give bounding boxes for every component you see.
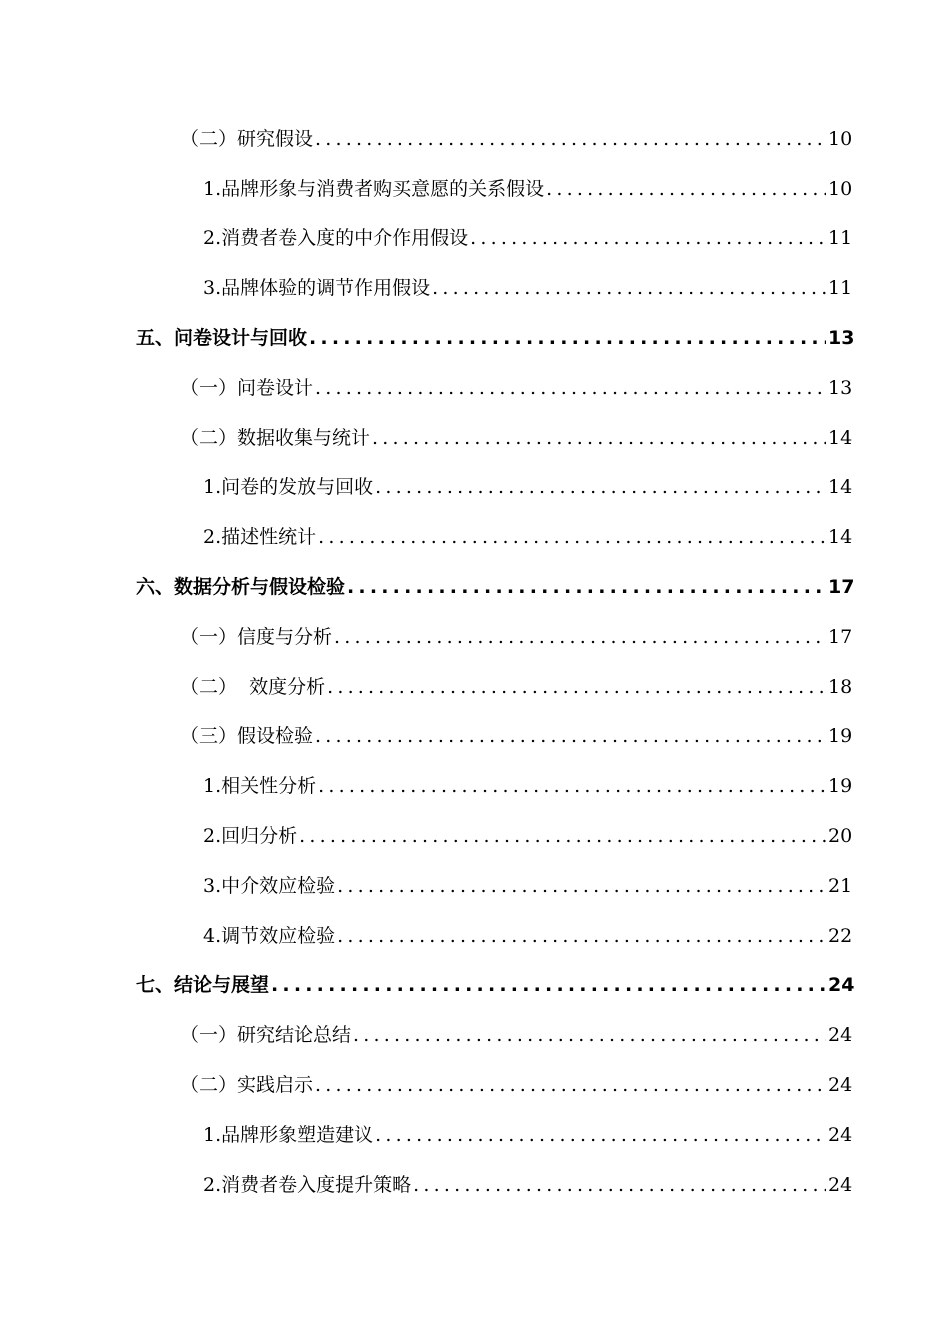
- toc-chapter-title: 五、问卷设计与回收: [136, 327, 308, 350]
- toc-entry[interactable]: [0, 363, 950, 413]
- toc-entry-title: （三）假设检验: [180, 725, 314, 748]
- toc-page-number: 14: [828, 476, 853, 499]
- toc-page-number: 18: [828, 675, 853, 698]
- toc-entry-number: 4.: [203, 924, 222, 947]
- toc-page-number: 24: [828, 1173, 853, 1196]
- toc-entry-title: 品牌形象塑造建议: [221, 1123, 374, 1146]
- dot-leader: [470, 226, 826, 250]
- toc-chapter-entry[interactable]: [0, 562, 950, 612]
- dot-leader: [413, 1173, 826, 1197]
- toc-page-number: 20: [828, 825, 853, 848]
- toc-entry[interactable]: [0, 114, 950, 164]
- toc-entry[interactable]: [0, 164, 950, 214]
- toc-page-number: 21: [828, 874, 853, 897]
- toc-entry[interactable]: [0, 911, 950, 961]
- toc-entry-number: 1.: [203, 476, 222, 499]
- toc-entry[interactable]: [0, 214, 950, 264]
- toc-entry[interactable]: [0, 861, 950, 911]
- toc-entry-title: 描述性统计: [221, 526, 317, 549]
- toc-entry-title: （二）数据收集与统计: [180, 426, 371, 449]
- toc-entry-title: 品牌体验的调节作用假设: [221, 277, 431, 300]
- dot-leader: [315, 1073, 826, 1097]
- toc-entry-number: 2.: [203, 825, 222, 848]
- toc-entry[interactable]: [0, 712, 950, 762]
- toc-chapter-title: 七、结论与展望: [136, 974, 270, 997]
- toc-page-number: 13: [828, 376, 853, 399]
- toc-page-number: 11: [828, 277, 853, 300]
- toc-entry[interactable]: [0, 1060, 950, 1110]
- dot-leader: [315, 724, 826, 748]
- dot-leader: [334, 625, 826, 649]
- dot-leader: [315, 127, 826, 151]
- toc-chapter-title: 六、数据分析与假设检验: [136, 576, 346, 599]
- toc-page-number: 11: [828, 227, 853, 250]
- dot-leader: [353, 1023, 826, 1047]
- dot-leader: [546, 177, 826, 201]
- toc-entry-number: 3.: [203, 874, 222, 897]
- toc-entry-number: 1.: [203, 1123, 222, 1146]
- toc-entry-number: 2.: [203, 526, 222, 549]
- toc-entry-title: 回归分析: [221, 825, 298, 848]
- toc-entry[interactable]: [0, 413, 950, 463]
- table-of-contents: [0, 114, 950, 1210]
- toc-entry-number: 1.: [203, 775, 222, 798]
- toc-entry-title: 相关性分析: [221, 775, 317, 798]
- toc-entry-title: （一）问卷设计: [180, 376, 314, 399]
- toc-entry[interactable]: [0, 1010, 950, 1060]
- toc-entry[interactable]: [0, 1160, 950, 1210]
- dot-leader: [375, 1123, 826, 1147]
- toc-page-number: 10: [828, 177, 853, 200]
- toc-entry-number: 2.: [203, 227, 222, 250]
- dot-leader: [315, 376, 826, 400]
- toc-page-number: 24: [828, 974, 855, 997]
- dot-leader: [271, 973, 826, 997]
- dot-leader: [299, 824, 826, 848]
- dot-leader: [337, 874, 826, 898]
- toc-entry-title: （二） 效度分析: [180, 675, 326, 698]
- toc-page-number: 14: [828, 426, 853, 449]
- toc-entry-title: 问卷的发放与回收: [221, 476, 374, 499]
- dot-leader: [372, 426, 826, 450]
- toc-entry[interactable]: [0, 761, 950, 811]
- dot-leader: [318, 774, 826, 798]
- toc-page-number: 17: [828, 625, 853, 648]
- toc-entry[interactable]: [0, 263, 950, 313]
- dot-leader: [375, 475, 826, 499]
- dot-leader: [318, 525, 826, 549]
- toc-entry[interactable]: [0, 811, 950, 861]
- toc-page-number: 22: [828, 924, 853, 947]
- toc-page-number: 14: [828, 526, 853, 549]
- toc-page-number: 24: [828, 1024, 853, 1047]
- toc-entry-title: （二）研究假设: [180, 127, 314, 150]
- toc-page-number: 24: [828, 1123, 853, 1146]
- toc-page-number: 19: [828, 775, 853, 798]
- toc-entry-title: （一）信度与分析: [180, 625, 333, 648]
- dot-leader: [432, 276, 826, 300]
- toc-entry-title: 调节效应检验: [221, 924, 336, 947]
- toc-entry-title: （一）研究结论总结: [180, 1024, 352, 1047]
- toc-entry-number: 2.: [203, 1173, 222, 1196]
- dot-leader: [347, 575, 826, 599]
- toc-page-number: 10: [828, 127, 853, 150]
- toc-page-number: 19: [828, 725, 853, 748]
- toc-entry-title: 消费者卷入度的中介作用假设: [221, 227, 469, 250]
- toc-chapter-entry[interactable]: [0, 313, 950, 363]
- toc-page-number: 24: [828, 1074, 853, 1097]
- toc-page-number: 13: [828, 327, 855, 350]
- dot-leader: [327, 675, 826, 699]
- toc-entry[interactable]: [0, 662, 950, 712]
- toc-entry[interactable]: [0, 612, 950, 662]
- toc-chapter-entry[interactable]: [0, 961, 950, 1011]
- dot-leader: [337, 924, 826, 948]
- toc-entry[interactable]: [0, 1110, 950, 1160]
- toc-entry-title: 品牌形象与消费者购买意愿的关系假设: [221, 177, 545, 200]
- toc-entry-number: 3.: [203, 277, 222, 300]
- toc-entry-number: 1.: [203, 177, 222, 200]
- toc-entry-title: 消费者卷入度提升策略: [221, 1173, 412, 1196]
- toc-page-number: 17: [828, 576, 855, 599]
- toc-entry[interactable]: [0, 512, 950, 562]
- dot-leader: [309, 326, 826, 350]
- toc-entry[interactable]: [0, 463, 950, 513]
- toc-entry-title: 中介效应检验: [221, 874, 336, 897]
- toc-entry-title: （二）实践启示: [180, 1074, 314, 1097]
